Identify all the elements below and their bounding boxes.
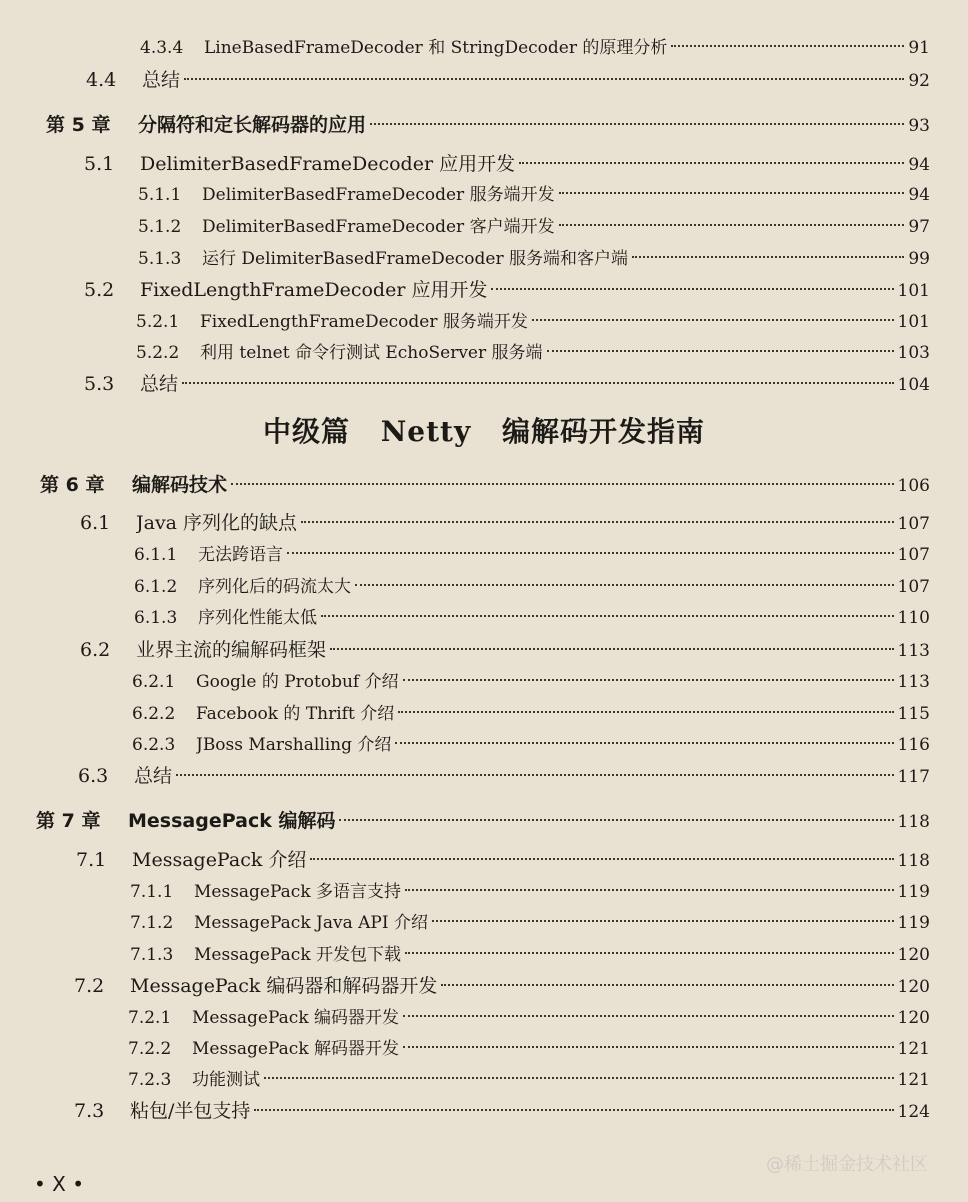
dot-leader [395, 742, 893, 744]
watermark: @稀土掘金技术社区 [766, 1154, 928, 1175]
entry-number: 6.1.3 [134, 608, 178, 628]
dot-leader [547, 350, 894, 352]
entry-number: 第 6 章 [40, 474, 105, 496]
entry-number: 5.1 [84, 153, 115, 175]
entry-title: 总结 [142, 69, 181, 91]
dot-leader [559, 192, 905, 194]
entry-number: 5.2.1 [136, 312, 180, 332]
dot-leader [405, 889, 894, 891]
entry-number: 4.3.4 [140, 38, 184, 58]
entry-title: 业界主流的编解码框架 [136, 639, 327, 661]
entry-page-number: 121 [897, 1070, 930, 1090]
entry-title: 序列化性能太低 [198, 608, 317, 628]
toc-entry-section [86, 65, 930, 95]
toc-entry-chapter [46, 110, 930, 140]
entry-number: 6.3 [78, 765, 109, 787]
entry-number: 5.2.2 [136, 343, 180, 363]
toc-entry-subsection [136, 307, 930, 337]
dot-leader [370, 123, 904, 125]
entry-number: 7.1.3 [130, 945, 174, 965]
entry-page-number: 93 [908, 116, 930, 136]
entry-title: 序列化后的码流太大 [198, 577, 351, 597]
entry-number: 5.3 [84, 373, 115, 395]
dot-leader [231, 483, 894, 485]
entry-title: 利用 telnet 命令行测试 EchoServer 服务端 [200, 343, 543, 363]
toc-entry-subsection [132, 730, 930, 760]
entry-page-number: 92 [908, 71, 930, 91]
entry-number: 6.2.1 [132, 672, 176, 692]
entry-number: 6.2.2 [132, 704, 176, 724]
dot-leader [403, 1046, 894, 1048]
part-heading: 中级篇 Netty 编解码开发指南 [262, 415, 706, 448]
entry-number: 7.1.2 [130, 913, 174, 933]
dot-leader [264, 1077, 894, 1079]
entry-number: 7.1 [76, 849, 107, 871]
toc-entry-subsection [134, 540, 930, 570]
toc-entry-subsection [128, 1034, 930, 1064]
entry-page-number: 110 [897, 608, 930, 628]
dot-leader [532, 319, 894, 321]
entry-page-number: 104 [897, 375, 930, 395]
toc-entry-section [76, 845, 930, 875]
entry-page-number: 107 [897, 577, 930, 597]
entry-page-number: 115 [897, 704, 930, 724]
toc-entry-subsection [128, 1065, 930, 1095]
toc-entry-section [74, 1096, 930, 1126]
toc-entry-section [84, 275, 930, 305]
toc-entry-subsection [138, 244, 930, 274]
entry-page-number: 94 [908, 185, 930, 205]
entry-page-number: 120 [897, 1008, 930, 1028]
dot-leader [632, 256, 904, 258]
toc-entry-subsection [132, 699, 930, 729]
entry-page-number: 107 [897, 545, 930, 565]
entry-page-number: 121 [897, 1039, 930, 1059]
entry-number: 6.2.3 [132, 735, 176, 755]
dot-leader [330, 648, 894, 650]
dot-leader [559, 224, 905, 226]
dot-leader [403, 1015, 894, 1017]
entry-title: 总结 [134, 765, 173, 787]
entry-title: JBoss Marshalling 介绍 [196, 735, 392, 755]
dot-leader [405, 952, 894, 954]
entry-number: 4.4 [86, 69, 117, 91]
entry-page-number: 119 [897, 882, 930, 902]
dot-leader [184, 78, 904, 80]
entry-page-number: 117 [897, 767, 930, 787]
entry-page-number: 113 [897, 641, 930, 661]
entry-title: 编解码技术 [132, 474, 228, 496]
toc-entry-subsection [132, 667, 930, 697]
toc-entry-subsection [136, 338, 930, 368]
entry-title: MessagePack 多语言支持 [194, 882, 402, 902]
dot-leader [321, 615, 894, 617]
dot-leader [355, 584, 894, 586]
entry-number: 7.2.3 [128, 1070, 172, 1090]
entry-number: 第 7 章 [36, 810, 101, 832]
toc-entry-section [84, 369, 930, 399]
entry-title: MessagePack 开发包下载 [194, 945, 402, 965]
entry-page-number: 101 [897, 281, 930, 301]
entry-number: 7.2.1 [128, 1008, 172, 1028]
entry-page-number: 91 [908, 38, 930, 58]
entry-page-number: 103 [897, 343, 930, 363]
entry-page-number: 99 [908, 249, 930, 269]
toc-entry-subsection [130, 877, 930, 907]
entry-title: 功能测试 [192, 1070, 260, 1090]
entry-title: FixedLengthFrameDecoder 应用开发 [140, 279, 488, 301]
entry-number: 7.2.2 [128, 1039, 172, 1059]
toc-entry-chapter [36, 806, 930, 836]
dot-leader [398, 711, 893, 713]
toc-entry-subsection [134, 572, 930, 602]
entry-page-number: 97 [908, 217, 930, 237]
entry-page-number: 118 [897, 851, 930, 871]
entry-number: 7.1.1 [130, 882, 174, 902]
dot-leader [176, 774, 894, 776]
entry-number: 6.1.2 [134, 577, 178, 597]
entry-page-number: 118 [897, 812, 930, 832]
entry-title: 无法跨语言 [198, 545, 283, 565]
entry-number: 5.1.3 [138, 249, 182, 269]
toc-entry-subsection [128, 1003, 930, 1033]
entry-title: 分隔符和定长解码器的应用 [138, 114, 367, 136]
toc-entry-subsection [134, 603, 930, 633]
toc-entry-section [84, 149, 930, 179]
entry-title: LineBasedFrameDecoder 和 StringDecoder 的原理分析 [204, 38, 668, 58]
toc-entry-subsection [130, 908, 930, 938]
toc-entry-subsection [138, 180, 930, 210]
entry-title: Google 的 Protobuf 介绍 [196, 672, 399, 692]
dot-leader [287, 552, 894, 554]
entry-title: DelimiterBasedFrameDecoder 应用开发 [140, 153, 516, 175]
entry-title: MessagePack 编码器开发 [192, 1008, 400, 1028]
entry-title: MessagePack 解码器开发 [192, 1039, 400, 1059]
toc-entry-section [74, 971, 930, 1001]
entry-title: MessagePack 介绍 [132, 849, 307, 871]
entry-title: Java 序列化的缺点 [136, 512, 298, 534]
entry-number: 7.3 [74, 1100, 105, 1122]
entry-page-number: 113 [897, 672, 930, 692]
toc-entry-subsection [130, 940, 930, 970]
entry-page-number: 116 [897, 735, 930, 755]
entry-number: 5.2 [84, 279, 115, 301]
entry-page-number: 94 [908, 155, 930, 175]
entry-page-number: 101 [897, 312, 930, 332]
dot-leader [301, 521, 894, 523]
dot-leader [403, 679, 894, 681]
dot-leader [671, 45, 904, 47]
entry-number: 5.1.2 [138, 217, 182, 237]
entry-number: 第 5 章 [46, 114, 111, 136]
page-folio: • X • [34, 1172, 85, 1196]
toc-entry-section [78, 761, 930, 791]
entry-number: 5.1.1 [138, 185, 182, 205]
entry-title: MessagePack 编解码 [128, 810, 336, 832]
entry-title: 粘包/半包支持 [130, 1100, 251, 1122]
entry-title: FixedLengthFrameDecoder 服务端开发 [200, 312, 528, 332]
toc-entry-subsection [140, 33, 930, 63]
entry-title: 运行 DelimiterBasedFrameDecoder 服务端和客户端 [202, 249, 628, 269]
dot-leader [432, 920, 894, 922]
toc-entry-section [80, 635, 930, 665]
toc-entry-chapter [40, 470, 930, 500]
entry-title: DelimiterBasedFrameDecoder 客户端开发 [202, 217, 555, 237]
entry-title: Facebook 的 Thrift 介绍 [196, 704, 395, 724]
entry-title: MessagePack Java API 介绍 [194, 913, 428, 933]
dot-leader [182, 382, 894, 384]
entry-title: MessagePack 编码器和解码器开发 [130, 975, 438, 997]
dot-leader [491, 288, 893, 290]
entry-number: 6.1 [80, 512, 111, 534]
toc-entry-subsection [138, 212, 930, 242]
entry-page-number: 119 [897, 913, 930, 933]
entry-page-number: 120 [897, 977, 930, 997]
dot-leader [310, 858, 893, 860]
dot-leader [519, 162, 904, 164]
toc-entry-section [80, 508, 930, 538]
entry-number: 7.2 [74, 975, 105, 997]
dot-leader [254, 1109, 893, 1111]
entry-page-number: 106 [897, 476, 930, 496]
entry-title: 总结 [140, 373, 179, 395]
dot-leader [339, 819, 893, 821]
dot-leader [441, 984, 893, 986]
entry-number: 6.2 [80, 639, 111, 661]
entry-page-number: 107 [897, 514, 930, 534]
entry-page-number: 120 [897, 945, 930, 965]
entry-title: DelimiterBasedFrameDecoder 服务端开发 [202, 185, 555, 205]
entry-number: 6.1.1 [134, 545, 178, 565]
entry-page-number: 124 [897, 1102, 930, 1122]
